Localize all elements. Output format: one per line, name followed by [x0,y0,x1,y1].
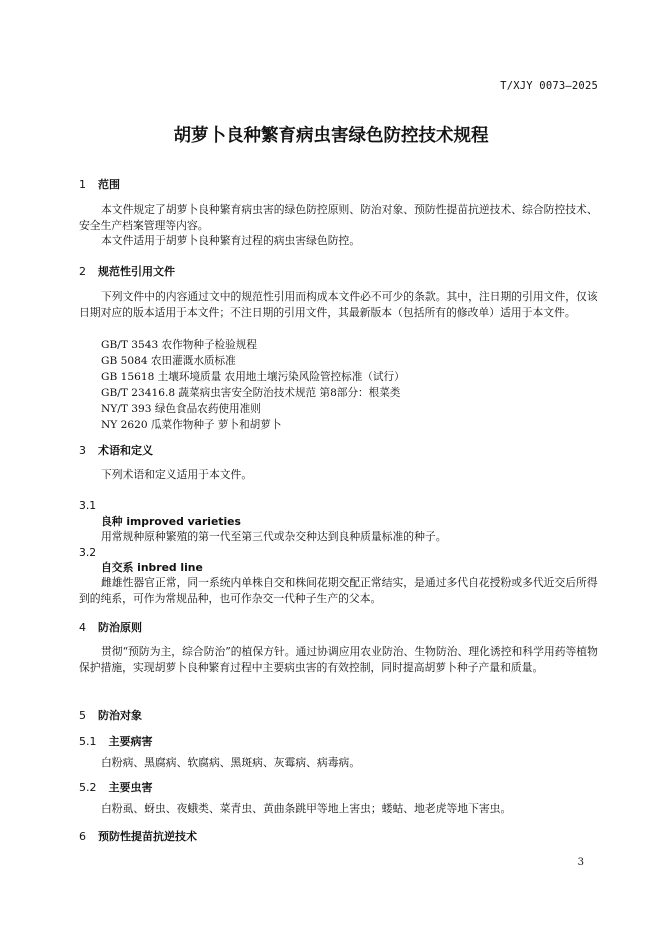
section-number: 1 [79,178,86,191]
section-1-heading [79,176,120,192]
subsection-5-2-heading [79,779,153,795]
section-3-heading [79,442,153,458]
section-4-heading [79,619,142,635]
section-title: 术语和定义 [98,444,153,457]
section-number: 5.1 [79,735,97,748]
term-definition: 雌雄性器官正常，同一系统内单株自交和株间花期交配正常结实，是通过多代自花授粉或多代近交后所得到的纯系，可作为常规品种，也可作杂交一代种子生产的父本。 [79,576,598,605]
section-6-heading [79,828,197,844]
page-number: 3 [577,857,584,868]
paragraph: 本文件适用于胡萝卜良种繁育过程的病虫害绿色防控。 [101,234,361,247]
reference-item: GB 5084 农田灌溉水质标准 [101,355,236,367]
paragraph: 下列术语和定义适用于本文件。 [101,468,253,481]
section-2-heading [79,263,175,279]
section-number: 5 [79,709,86,722]
term-definition: 用常规种原种繁殖的第一代至第三代或杂交种达到良种质量标准的种子。 [101,530,447,543]
section-5-heading [79,707,142,723]
term-name: 自交系 inbred line [101,561,203,574]
paragraph: 本文件规定了胡萝卜良种繁育病虫害的绿色防控原则、防治对象、预防性提苗抗逆技术、综合防控技术、安全生产档案管理等内容。 [79,203,598,232]
reference-item: NY/T 393 绿色食品农药使用准则 [101,403,261,415]
section-number: 3 [79,444,86,457]
term-number: 3.2 [79,546,97,559]
term-name: 良种 improved varieties [101,515,241,528]
section-title: 主要病害 [108,735,153,748]
page-title: 胡萝卜良种繁育病虫害绿色防控技术规程 [173,126,489,146]
paragraph: 白粉虱、蚜虫、夜蛾类、菜青虫、黄曲条跳甲等地上害虫；蝼蛄、地老虎等地下害虫。 [101,802,512,815]
paragraph: 白粉病、黑腐病、软腐病、黑斑病、灰霉病、病毒病。 [101,756,361,769]
section-title: 防治对象 [98,709,142,722]
section-number: 5.2 [79,781,97,794]
section-title: 防治原则 [98,621,142,634]
section-title: 规范性引用文件 [98,265,175,278]
paragraph: 贯彻“预防为主，综合防治”的植保方针。通过协调应用农业防治、生物防治、理化诱控和科学用药等植物保护措施，实现胡萝卜良种繁育过程中主要病虫害的有效控制，同时提高胡萝卜种子产量和质量。 [79,645,598,674]
reference-item: GB 15618 土壤环境质量 农用地土壤污染风险管控标准（试行） [101,371,405,383]
section-title: 主要虫害 [108,781,153,794]
paragraph: 下列文件中的内容通过文中的规范性引用而构成本文件必不可少的条款。其中，注日期的引用文件，仅该日期对应的版本适用于本文件；不注日期的引用文件，其最新版本（包括所有的修改单）适用于本文件。 [79,290,598,319]
section-title: 预防性提苗抗逆技术 [98,830,197,843]
section-number: 6 [79,830,86,843]
reference-item: NY 2620 瓜菜作物种子 萝卜和胡萝卜 [101,419,282,431]
subsection-5-1-heading [79,733,153,749]
section-title: 范围 [98,178,120,191]
term-number: 3.1 [79,499,97,512]
section-number: 4 [79,621,86,634]
document-id: T/XJY 0073—2025 [500,80,598,92]
reference-item: GB/T 23416.8 蔬菜病虫害安全防治技术规范 第8部分：根菜类 [101,387,401,399]
section-number: 2 [79,265,86,278]
reference-item: GB/T 3543 农作物种子检验规程 [101,339,257,351]
